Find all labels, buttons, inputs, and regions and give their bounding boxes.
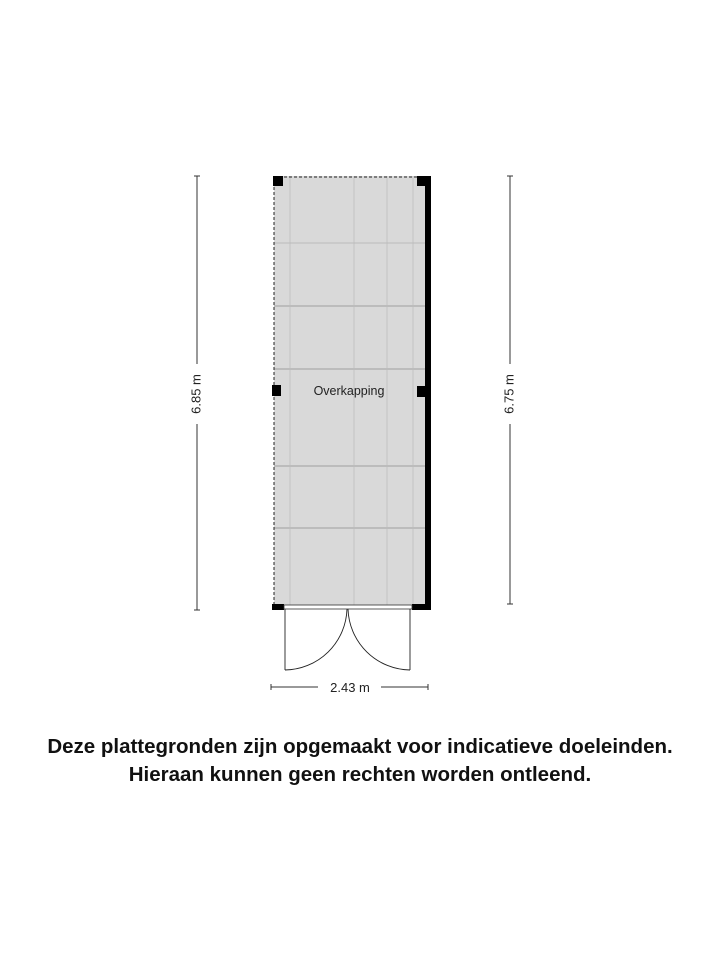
bottom-wall-left [272, 604, 284, 610]
post-top-right [417, 176, 427, 186]
disclaimer-line-2: Hieraan kunnen geen rechten worden ontleend. [128, 763, 592, 786]
double-door [285, 609, 410, 670]
bottom-wall-right [412, 604, 431, 610]
right-dimension-label: 6.75 m [501, 374, 517, 414]
bottom-dimension-label: 2.43 m [330, 680, 370, 695]
room-label: Overkapping [313, 384, 385, 398]
post-mid-right [417, 386, 426, 397]
left-dimension-label: 6.85 m [188, 374, 204, 414]
post-mid-left [272, 385, 281, 396]
door-threshold [284, 605, 412, 609]
disclaimer-line-1: Deze plattegronden zijn opgemaakt voor indicatieve doeleinden. [47, 735, 673, 758]
post-top-left [273, 176, 283, 186]
